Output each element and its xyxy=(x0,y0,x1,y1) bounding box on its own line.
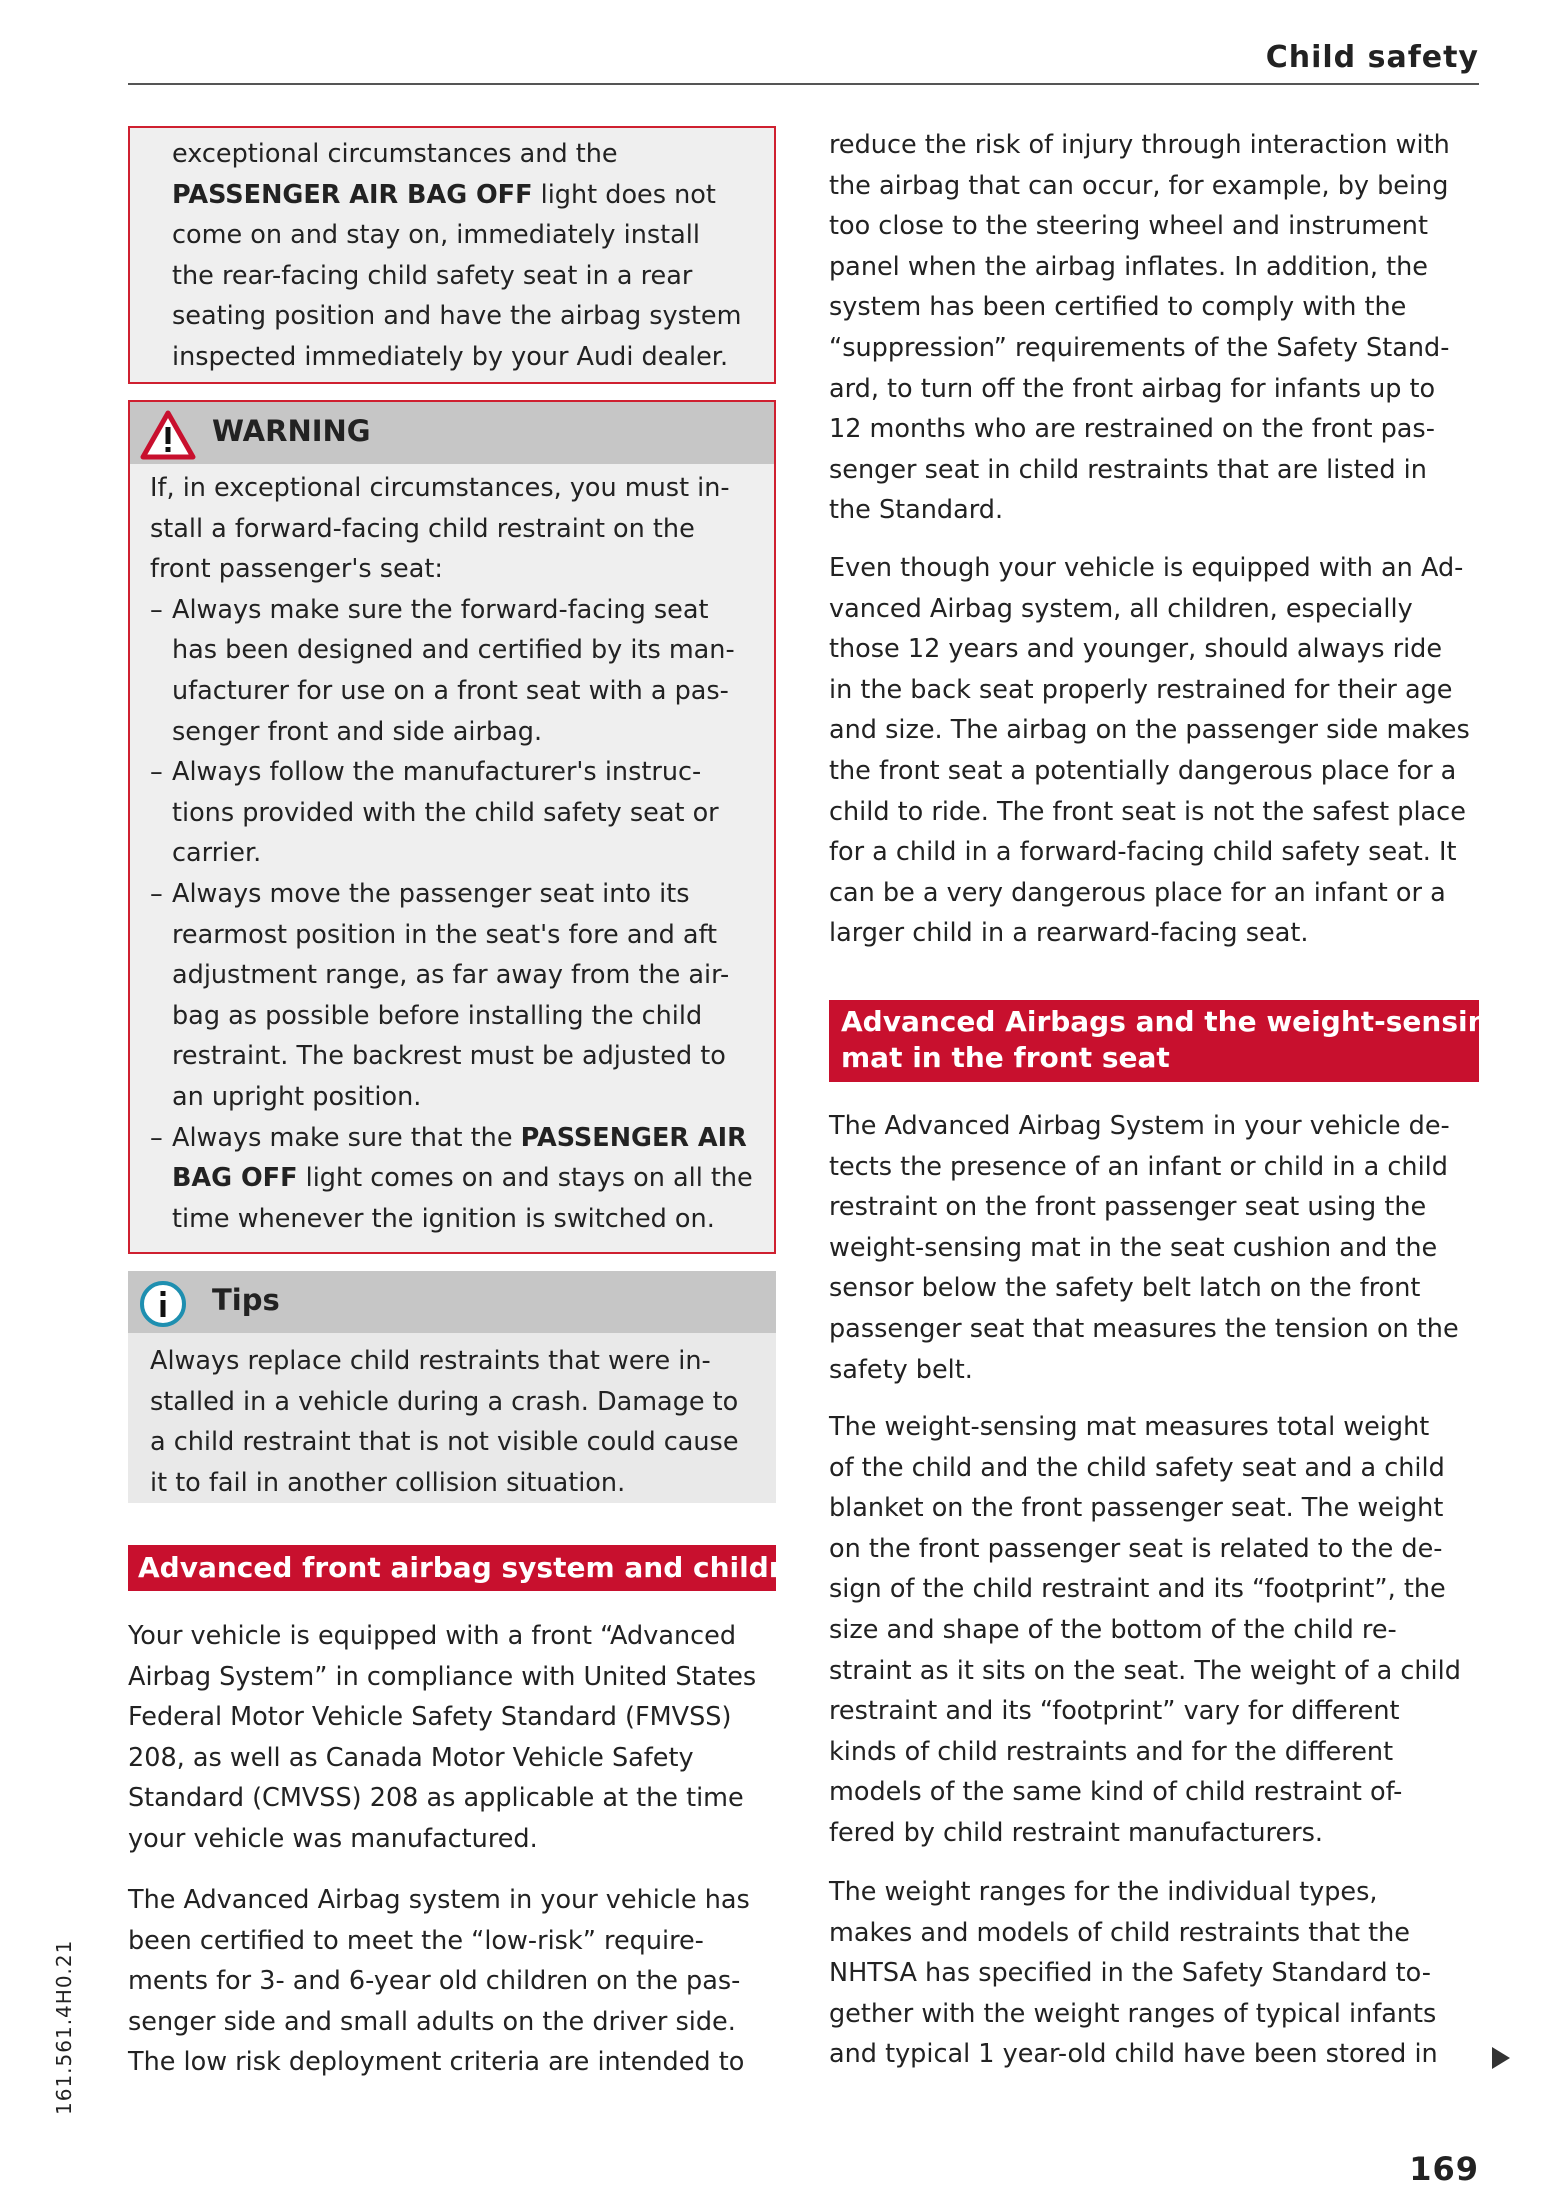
text-line: adjustment range, as far away from the air- xyxy=(172,960,730,991)
text-line: and size. The airbag on the passenger side makes xyxy=(829,715,1470,746)
text-line: of the child and the child safety seat and a child xyxy=(829,1452,1445,1483)
list-item xyxy=(150,590,753,752)
text-line: seating position and have the airbag system xyxy=(172,301,742,332)
text-line: makes and models of child restraints that the xyxy=(829,1917,1410,1948)
text-line: senger side and small adults on the driver side. xyxy=(128,2006,736,2037)
text-line: The low risk deployment criteria are intended to xyxy=(128,2047,745,2078)
text-line: The weight ranges for the individual types, xyxy=(829,1877,1378,1907)
text-line: Federal Motor Vehicle Safety Standard (FMVSS) xyxy=(128,1702,732,1733)
bullet-dash: – xyxy=(150,878,163,909)
next-page-arrow-icon[interactable] xyxy=(1492,2047,1510,2069)
heading-line: Advanced front airbag system and children xyxy=(138,1551,822,1584)
warning-title: WARNING xyxy=(212,414,371,448)
text-line: sensor below the safety belt latch on the front xyxy=(829,1273,1421,1304)
text-line: Your vehicle is equipped with a front “Advanced xyxy=(128,1621,737,1651)
text-line: safety belt. xyxy=(829,1354,973,1385)
document-code: 161.561.4H0.21 xyxy=(52,1939,76,2115)
right-paragraph-5 xyxy=(829,1872,1479,2075)
text-line: a child restraint that is not visible could cause xyxy=(150,1427,739,1458)
text-line: gether with the weight ranges of typical infants xyxy=(829,1998,1437,2029)
page-number: 169 xyxy=(1409,2150,1479,2188)
text-line: carrier. xyxy=(172,838,262,869)
text-line: “suppression” requirements of the Safety Stand- xyxy=(829,332,1450,363)
text-line: restraint. The backrest must be adjusted to xyxy=(172,1041,726,1072)
text-line: come on and stay on, immediately install xyxy=(172,220,700,251)
text-line: larger child in a rearward-facing seat. xyxy=(829,918,1309,949)
heading-line: Advanced Airbags and the weight-sensing xyxy=(841,1005,1508,1038)
right-paragraph-1 xyxy=(829,125,1479,531)
text-line: straint as it sits on the seat. The weight of a child xyxy=(829,1655,1461,1686)
text-line: fered by child restraint manufacturers. xyxy=(829,1817,1324,1848)
text-line: in the back seat properly restrained for their age xyxy=(829,674,1453,705)
text-line: front passenger's seat: xyxy=(150,554,443,585)
text-line: exceptional circumstances and the xyxy=(172,139,618,169)
text-line: ard, to turn off the front airbag for infants up to xyxy=(829,373,1436,404)
text-line: Even though your vehicle is equipped with an Ad- xyxy=(829,553,1464,583)
text-line: bag as possible before installing the child xyxy=(172,1000,703,1031)
text-line: Always follow the manufacturer's instruc- xyxy=(172,757,702,788)
text-line: the Standard. xyxy=(829,495,1004,526)
text-line: restraint on the front passenger seat using the xyxy=(829,1192,1427,1223)
text-line: on the front passenger seat is related to the de- xyxy=(829,1533,1443,1564)
text-line: an upright position. xyxy=(172,1081,422,1112)
text-line: the rear-facing child safety seat in a rear xyxy=(172,260,693,291)
bullet-dash: – xyxy=(150,757,163,788)
text-line: senger seat in child restraints that are listed in xyxy=(829,454,1427,485)
text-line: too close to the steering wheel and instrument xyxy=(829,211,1428,242)
header-divider xyxy=(128,83,1479,85)
text-line: models of the same kind of child restraint of- xyxy=(829,1777,1403,1808)
text-fragment: light comes on and stays on all the xyxy=(305,1163,753,1194)
list-item xyxy=(150,752,753,874)
text-line: blanket on the front passenger seat. The weight xyxy=(829,1493,1444,1524)
text-line: senger front and side airbag. xyxy=(172,716,543,747)
text-line: Always move the passenger seat into its xyxy=(172,878,690,909)
text-line: Always make sure the forward-facing seat xyxy=(172,594,709,625)
text-line xyxy=(172,1118,753,1159)
text-line: The Advanced Airbag system in your vehicle has xyxy=(128,1885,750,1915)
text-line: system has been certified to comply with the xyxy=(829,292,1407,323)
left-paragraph-1 xyxy=(128,1616,776,1860)
text-line: been certified to meet the “low-risk” require- xyxy=(128,1925,704,1956)
text-line: restraint and its “footprint” vary for different xyxy=(829,1696,1400,1727)
warning-body xyxy=(150,468,753,1239)
right-paragraph-4 xyxy=(829,1407,1479,1854)
info-circle-icon xyxy=(138,1279,188,1329)
text-line: weight-sensing mat in the seat cushion and the xyxy=(829,1232,1438,1263)
text-line: ments for 3- and 6-year old children on the pas- xyxy=(128,1966,741,1997)
text-fragment: Always make sure that the xyxy=(172,1122,513,1153)
tips-body xyxy=(150,1341,739,1503)
text-line: stall a forward-facing child restraint on the xyxy=(150,513,695,544)
text-line: vanced Airbag system, all children, especially xyxy=(829,593,1413,624)
bold-term: BAG OFF xyxy=(172,1163,298,1194)
text-fragment: light does not xyxy=(540,179,716,210)
continued-warning-box xyxy=(128,126,776,384)
bullet-dash: – xyxy=(150,1122,163,1153)
text-line: 208, as well as Canada Motor Vehicle Safety xyxy=(128,1742,694,1773)
text-line xyxy=(172,175,741,216)
section-heading xyxy=(128,1545,822,1591)
right-paragraph-3 xyxy=(829,1106,1479,1390)
text-line: reduce the risk of injury through interaction with xyxy=(829,130,1450,160)
text-line: Standard (CMVSS) 208 as applicable at the time xyxy=(128,1783,744,1814)
text-line: time whenever the ignition is switched on. xyxy=(172,1203,715,1234)
text-line: rearmost position in the seat's fore and aft xyxy=(172,919,718,950)
warning-header xyxy=(130,402,774,464)
text-line: panel when the airbag inflates. In addition, the xyxy=(829,251,1428,282)
warning-box xyxy=(128,400,776,1254)
text-line: tions provided with the child safety seat or xyxy=(172,797,719,828)
section-title: Child safety xyxy=(1265,40,1479,75)
text-line: The weight-sensing mat measures total weight xyxy=(829,1412,1430,1442)
text-line: and typical 1 year-old child have been stored in xyxy=(829,2039,1438,2070)
bullet-dash: – xyxy=(150,594,163,625)
warning-triangle-icon xyxy=(140,410,196,460)
left-paragraph-2 xyxy=(128,1880,776,2083)
text-line xyxy=(172,1158,753,1199)
text-line: size and shape of the bottom of the child re- xyxy=(829,1614,1397,1645)
text-line: Airbag System” in compliance with United States xyxy=(128,1661,757,1692)
continued-warning-text xyxy=(172,134,741,378)
tips-box xyxy=(128,1271,776,1503)
bold-term: PASSENGER AIR xyxy=(520,1122,747,1153)
text-line: inspected immediately by your Audi dealer. xyxy=(172,341,729,372)
list-item xyxy=(150,1118,753,1240)
list-item xyxy=(150,874,753,1118)
text-line: Always replace child restraints that were in- xyxy=(150,1346,711,1376)
text-line: can be a very dangerous place for an infant or a xyxy=(829,877,1446,908)
text-line: stalled in a vehicle during a crash. Damage to xyxy=(150,1386,739,1417)
text-line: passenger seat that measures the tension on the xyxy=(829,1313,1459,1344)
text-line: your vehicle was manufactured. xyxy=(128,1823,538,1854)
text-line: those 12 years and younger, should always ride xyxy=(829,634,1443,665)
text-line: The Advanced Airbag System in your vehicle de- xyxy=(829,1111,1450,1141)
text-line: has been designed and certified by its man- xyxy=(172,635,735,666)
bold-term: PASSENGER AIR BAG OFF xyxy=(172,179,533,210)
text-line: sign of the child restraint and its “footprint”, the xyxy=(829,1574,1446,1605)
heading-line: mat in the front seat xyxy=(841,1041,1170,1074)
tips-header xyxy=(128,1271,776,1333)
text-line: it to fail in another collision situation. xyxy=(150,1467,626,1498)
right-paragraph-2 xyxy=(829,548,1479,954)
text-line: ufacturer for use on a front seat with a pas- xyxy=(172,675,729,706)
text-line: NHTSA has specified in the Safety Standard to- xyxy=(829,1958,1431,1989)
text-line: the front seat a potentially dangerous place for a xyxy=(829,755,1457,786)
text-line: 12 months who are restrained on the front pas- xyxy=(829,414,1435,445)
text-line: If, in exceptional circumstances, you must in- xyxy=(150,473,730,503)
text-line: child to ride. The front seat is not the safest place xyxy=(829,796,1466,827)
section-heading xyxy=(829,1000,1508,1082)
tips-title: Tips xyxy=(212,1283,280,1317)
text-line: for a child in a forward-facing child safety seat. It xyxy=(829,837,1457,868)
text-line: tects the presence of an infant or child in a child xyxy=(829,1151,1448,1182)
text-line: the airbag that can occur, for example, by being xyxy=(829,170,1449,201)
text-line: kinds of child restraints and for the different xyxy=(829,1736,1394,1767)
